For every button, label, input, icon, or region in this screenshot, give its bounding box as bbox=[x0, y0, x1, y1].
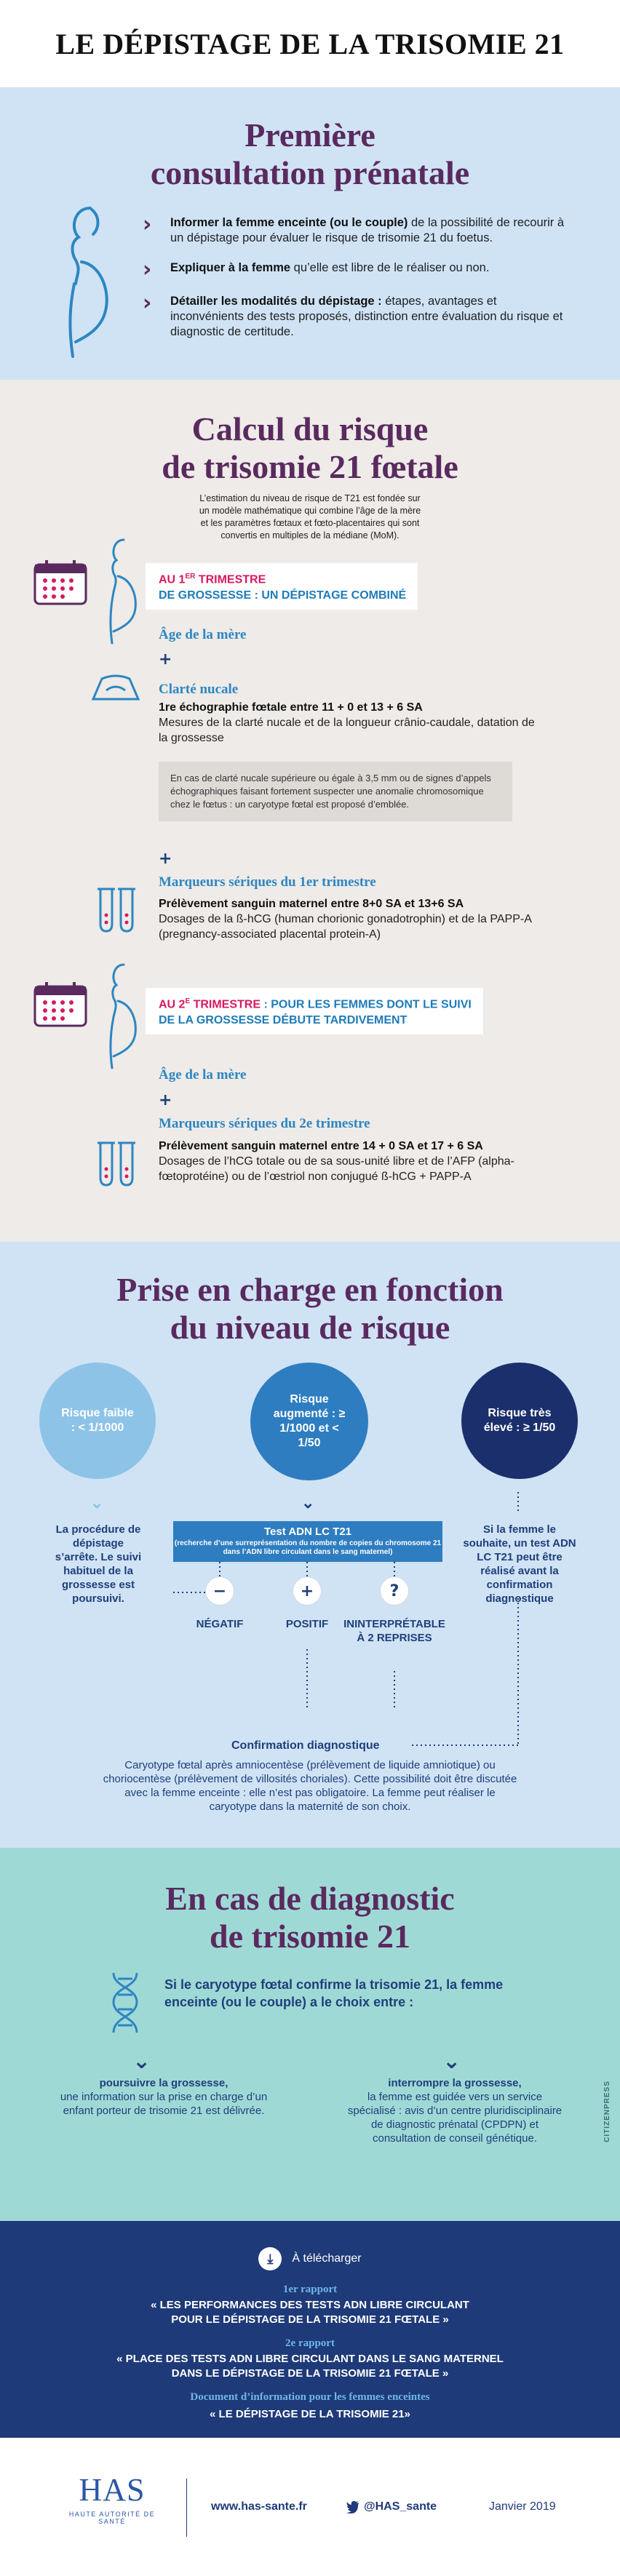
plus-icon: + bbox=[293, 1576, 322, 1606]
calendar-icon bbox=[33, 981, 87, 1027]
chevron-right-icon: › bbox=[143, 290, 152, 316]
section-first-consultation bbox=[0, 87, 620, 380]
dna-icon bbox=[109, 1971, 141, 2034]
high-risk-text: Si la femme le souhaite, un test ADN LC T21 peut être réalisé avant la confirmation diagnostique bbox=[463, 1523, 576, 1605]
section-title bbox=[0, 410, 620, 486]
section-diagnosis bbox=[0, 1848, 620, 2221]
pregnant-woman-icon bbox=[52, 204, 125, 364]
chevron-down-icon: ⌄ bbox=[132, 2049, 151, 2074]
consultation-list bbox=[143, 212, 565, 354]
item-bold: Détailler les modalités du dépistage : bbox=[170, 295, 382, 308]
footer-divider bbox=[186, 2479, 187, 2537]
low-risk-text: La procédure de dépistage s’arrête. Le suivi habituel de la grossesse est poursuivi. bbox=[55, 1523, 142, 1605]
flow-connectors bbox=[0, 1242, 620, 1848]
title-line-1: Première bbox=[245, 116, 375, 153]
confirmation-title: Confirmation diagnostique bbox=[231, 1739, 380, 1752]
plus-sign: + bbox=[159, 650, 172, 669]
website-link[interactable]: www.has-sante.fr bbox=[211, 2500, 307, 2513]
question-icon: ? bbox=[380, 1576, 409, 1606]
title-line-2: de trisomie 21 fœtale bbox=[162, 448, 458, 485]
report-2-link[interactable]: « PLACE DES TESTS ADN LIBRE CIRCULANT DANS LE SANG MATERNEL DANS LE DÉPISTAGE DE LA TRISOMIE 21 FŒTALE » bbox=[116, 2353, 504, 2380]
download-icon: ⤓ bbox=[258, 2247, 282, 2270]
report-1-label: 1er rapport bbox=[282, 2284, 338, 2295]
nuchal-heading: Clarté nucale bbox=[159, 682, 239, 697]
section-title bbox=[0, 1880, 620, 1955]
twitter-icon bbox=[346, 2501, 359, 2513]
risk-low-circle: Risque faible : < 1/1000 bbox=[39, 1363, 156, 1479]
chevron-down-icon: ⌄ bbox=[90, 1494, 104, 1512]
list-item bbox=[143, 212, 565, 246]
item-text: étapes, avantages et inconvénients des tests proposés, distinction entre évaluation du risque et diagnostic de certitude. bbox=[170, 295, 563, 338]
age-mother-heading: Âge de la mère bbox=[159, 627, 247, 642]
report-3-label: Document d’information pour les femmes enceintes bbox=[190, 2391, 430, 2403]
date-text: Janvier 2019 bbox=[489, 2500, 556, 2513]
section-risk-calculation bbox=[0, 380, 620, 1242]
header bbox=[0, 0, 620, 87]
test-tubes-icon bbox=[95, 886, 138, 934]
terminate-option: interrompre la grossesse, la femme est guidée vers un service spécialisé : avis d’un centre pluridisciplinaire de diagnostic prénatal (CPDPN) et consultation de conseil génétique. bbox=[347, 2077, 563, 2145]
confirmation-text: Caryotype fœtal après amniocentèse (prélèvement de liquide amniotique) ou choriocentèse (prélèvement de villosités choriales). Cette possibilité doit être discutée avec la femme enceinte : elle n’est pas obligatoire. La femme peut réaliser le caryotype dans la maternité de son choix. bbox=[103, 1759, 517, 1813]
trimester-2-label: AU $2^E$ TRIMESTRE : POUR LES FEMMES DONT LE SUIVI DE LA GROSSESSE DÉBUTE TARDIVEMENT bbox=[146, 988, 483, 1034]
title-line-1: Calcul du risque bbox=[191, 410, 429, 447]
list-item bbox=[143, 290, 565, 340]
has-logo[interactable]: HAS HAUTE AUTORITÉ DE SANTÉ bbox=[68, 2472, 156, 2525]
plus-sign: + bbox=[159, 850, 172, 868]
inconclusive-label: ININTERPRÉTABLE À 2 REPRISES bbox=[343, 1618, 445, 1644]
page-title: LE DÉPISTAGE DE LA TRISOMIE 21 bbox=[55, 27, 565, 60]
age-mother-heading: Âge de la mère bbox=[159, 1067, 247, 1082]
plus-sign: + bbox=[159, 1091, 172, 1109]
section-risk-management bbox=[0, 1242, 620, 1848]
continue-option: poursuivre la grossesse, une information sur la prise en charge d’un enfant porteur de trisomie 21 est délivrée. bbox=[60, 2077, 268, 2117]
item-bold: Expliquer à la femme bbox=[170, 261, 291, 274]
pregnant-woman-icon bbox=[99, 537, 146, 646]
report-2-label: 2e rapport bbox=[285, 2337, 335, 2349]
section-title bbox=[0, 116, 620, 192]
report-3-link[interactable]: « LE DÉPISTAGE DE LA TRISOMIE 21» bbox=[210, 2408, 410, 2420]
chevron-right-icon: › bbox=[143, 212, 152, 237]
markers-1-heading: Marqueurs sériques du 1er trimestre bbox=[159, 874, 376, 890]
download-heading: ⤓ À télécharger bbox=[0, 2247, 620, 2270]
minus-icon: − bbox=[205, 1576, 234, 1606]
ultrasound-icon bbox=[90, 674, 141, 703]
pregnant-woman-icon bbox=[99, 962, 146, 1071]
calendar-icon bbox=[33, 559, 87, 605]
chevron-down-icon: ⌄ bbox=[442, 2049, 461, 2074]
item-text: de la possibilité de recourir à un dépistage pour évaluer le risque de trisomie 21 du foetus. bbox=[170, 216, 565, 244]
item-text: qu’elle est libre de le réaliser ou non. bbox=[290, 261, 490, 274]
title-line-2: de trisomie 21 bbox=[210, 1918, 410, 1955]
test-tubes-icon bbox=[95, 1140, 138, 1188]
report-1-link[interactable]: « LES PERFORMANCES DES TESTS ADN LIBRE CIRCULANT POUR LE DÉPISTAGE DE LA TRISOMIE 21 FŒTALE » bbox=[151, 2299, 469, 2326]
credit-vertical: CITIZENPRESS bbox=[603, 2081, 611, 2142]
markers-2-text: Prélèvement sanguin maternel entre 14 + 0 SA et 17 + 6 SA Dosages de l’hCG totale ou de sa sous-unité libre et de l’AFP (alpha-fœtoprotéine) ou de l’œstriol non conjugué ß-hCG + PAPP-A bbox=[159, 1140, 514, 1183]
markers-1-text: Prélèvement sanguin maternel entre 8+0 SA et 13+6 SA Dosages de la ß-hCG (human chorionic gonadotrophin) et de la PAPP-A (pregnancy-associated placental protein-A) bbox=[159, 898, 531, 941]
title-line-2: consultation prénatale bbox=[150, 154, 470, 191]
trimester-1-label: AU 1ER TRIMESTRE DE GROSSESSE : UN DÉPISTAGE COMBINÉ bbox=[146, 563, 418, 610]
title-line-2: du niveau de risque bbox=[170, 1309, 450, 1346]
section-downloads bbox=[0, 2221, 620, 2438]
risk-high-circle: Risque très élevé : ≥ 1/50 bbox=[461, 1363, 578, 1479]
nuchal-text: 1re échographie fœtale entre 11 + 0 et 13 + 6 SA Mesures de la clarté nucale et de la longueur crânio-caudale, datation de la grossesse bbox=[159, 701, 535, 744]
title-line-1: Prise en charge en fonction bbox=[116, 1271, 504, 1308]
chevron-down-icon: ⌄ bbox=[301, 1494, 315, 1512]
adn-test-box: Test ADN LC T21 (recherche d’une surreprésentation du nombre de copies du chromosome 21 dans l’ADN libre circulant dans le sang maternel) bbox=[173, 1521, 442, 1562]
title-line-1: En cas de diagnostic bbox=[165, 1880, 455, 1917]
item-bold: Informer la femme enceinte (ou le couple) bbox=[170, 216, 408, 229]
risk-mid-circle: Risque augmenté : ≥ 1/1000 et < 1/50 bbox=[250, 1363, 368, 1480]
twitter-link[interactable]: @HAS_sante bbox=[346, 2500, 437, 2513]
diagnosis-lead: Si le caryotype fœtal confirme la trisomie 21, la femme enceinte (ou le couple) a le choix entre : bbox=[164, 1977, 504, 2009]
footer bbox=[0, 2438, 620, 2576]
negative-label: NÉGATIF bbox=[196, 1618, 244, 1630]
positive-label: POSITIF bbox=[285, 1618, 329, 1630]
list-item bbox=[143, 257, 565, 282]
markers-2-heading: Marqueurs sériques du 2e trimestre bbox=[159, 1116, 370, 1131]
chevron-right-icon: › bbox=[143, 257, 152, 282]
nuchal-note: En cas de clarté nucale supérieure ou égale à 3,5 mm ou de signes d’appels échographiques faisant fortement suspecter une anomalie chromosomique chez le fœtus : un caryotype fœtal est proposé d’emblée. bbox=[159, 762, 512, 821]
intro-text: L’estimation du niveau de risque de T21 est fondée sur un modèle mathématique qui combine l’âge de la mère et les paramètres fœtaux et fœto-placentaires qui sont convertis en multiples de la médiane (MoM). bbox=[199, 493, 421, 541]
